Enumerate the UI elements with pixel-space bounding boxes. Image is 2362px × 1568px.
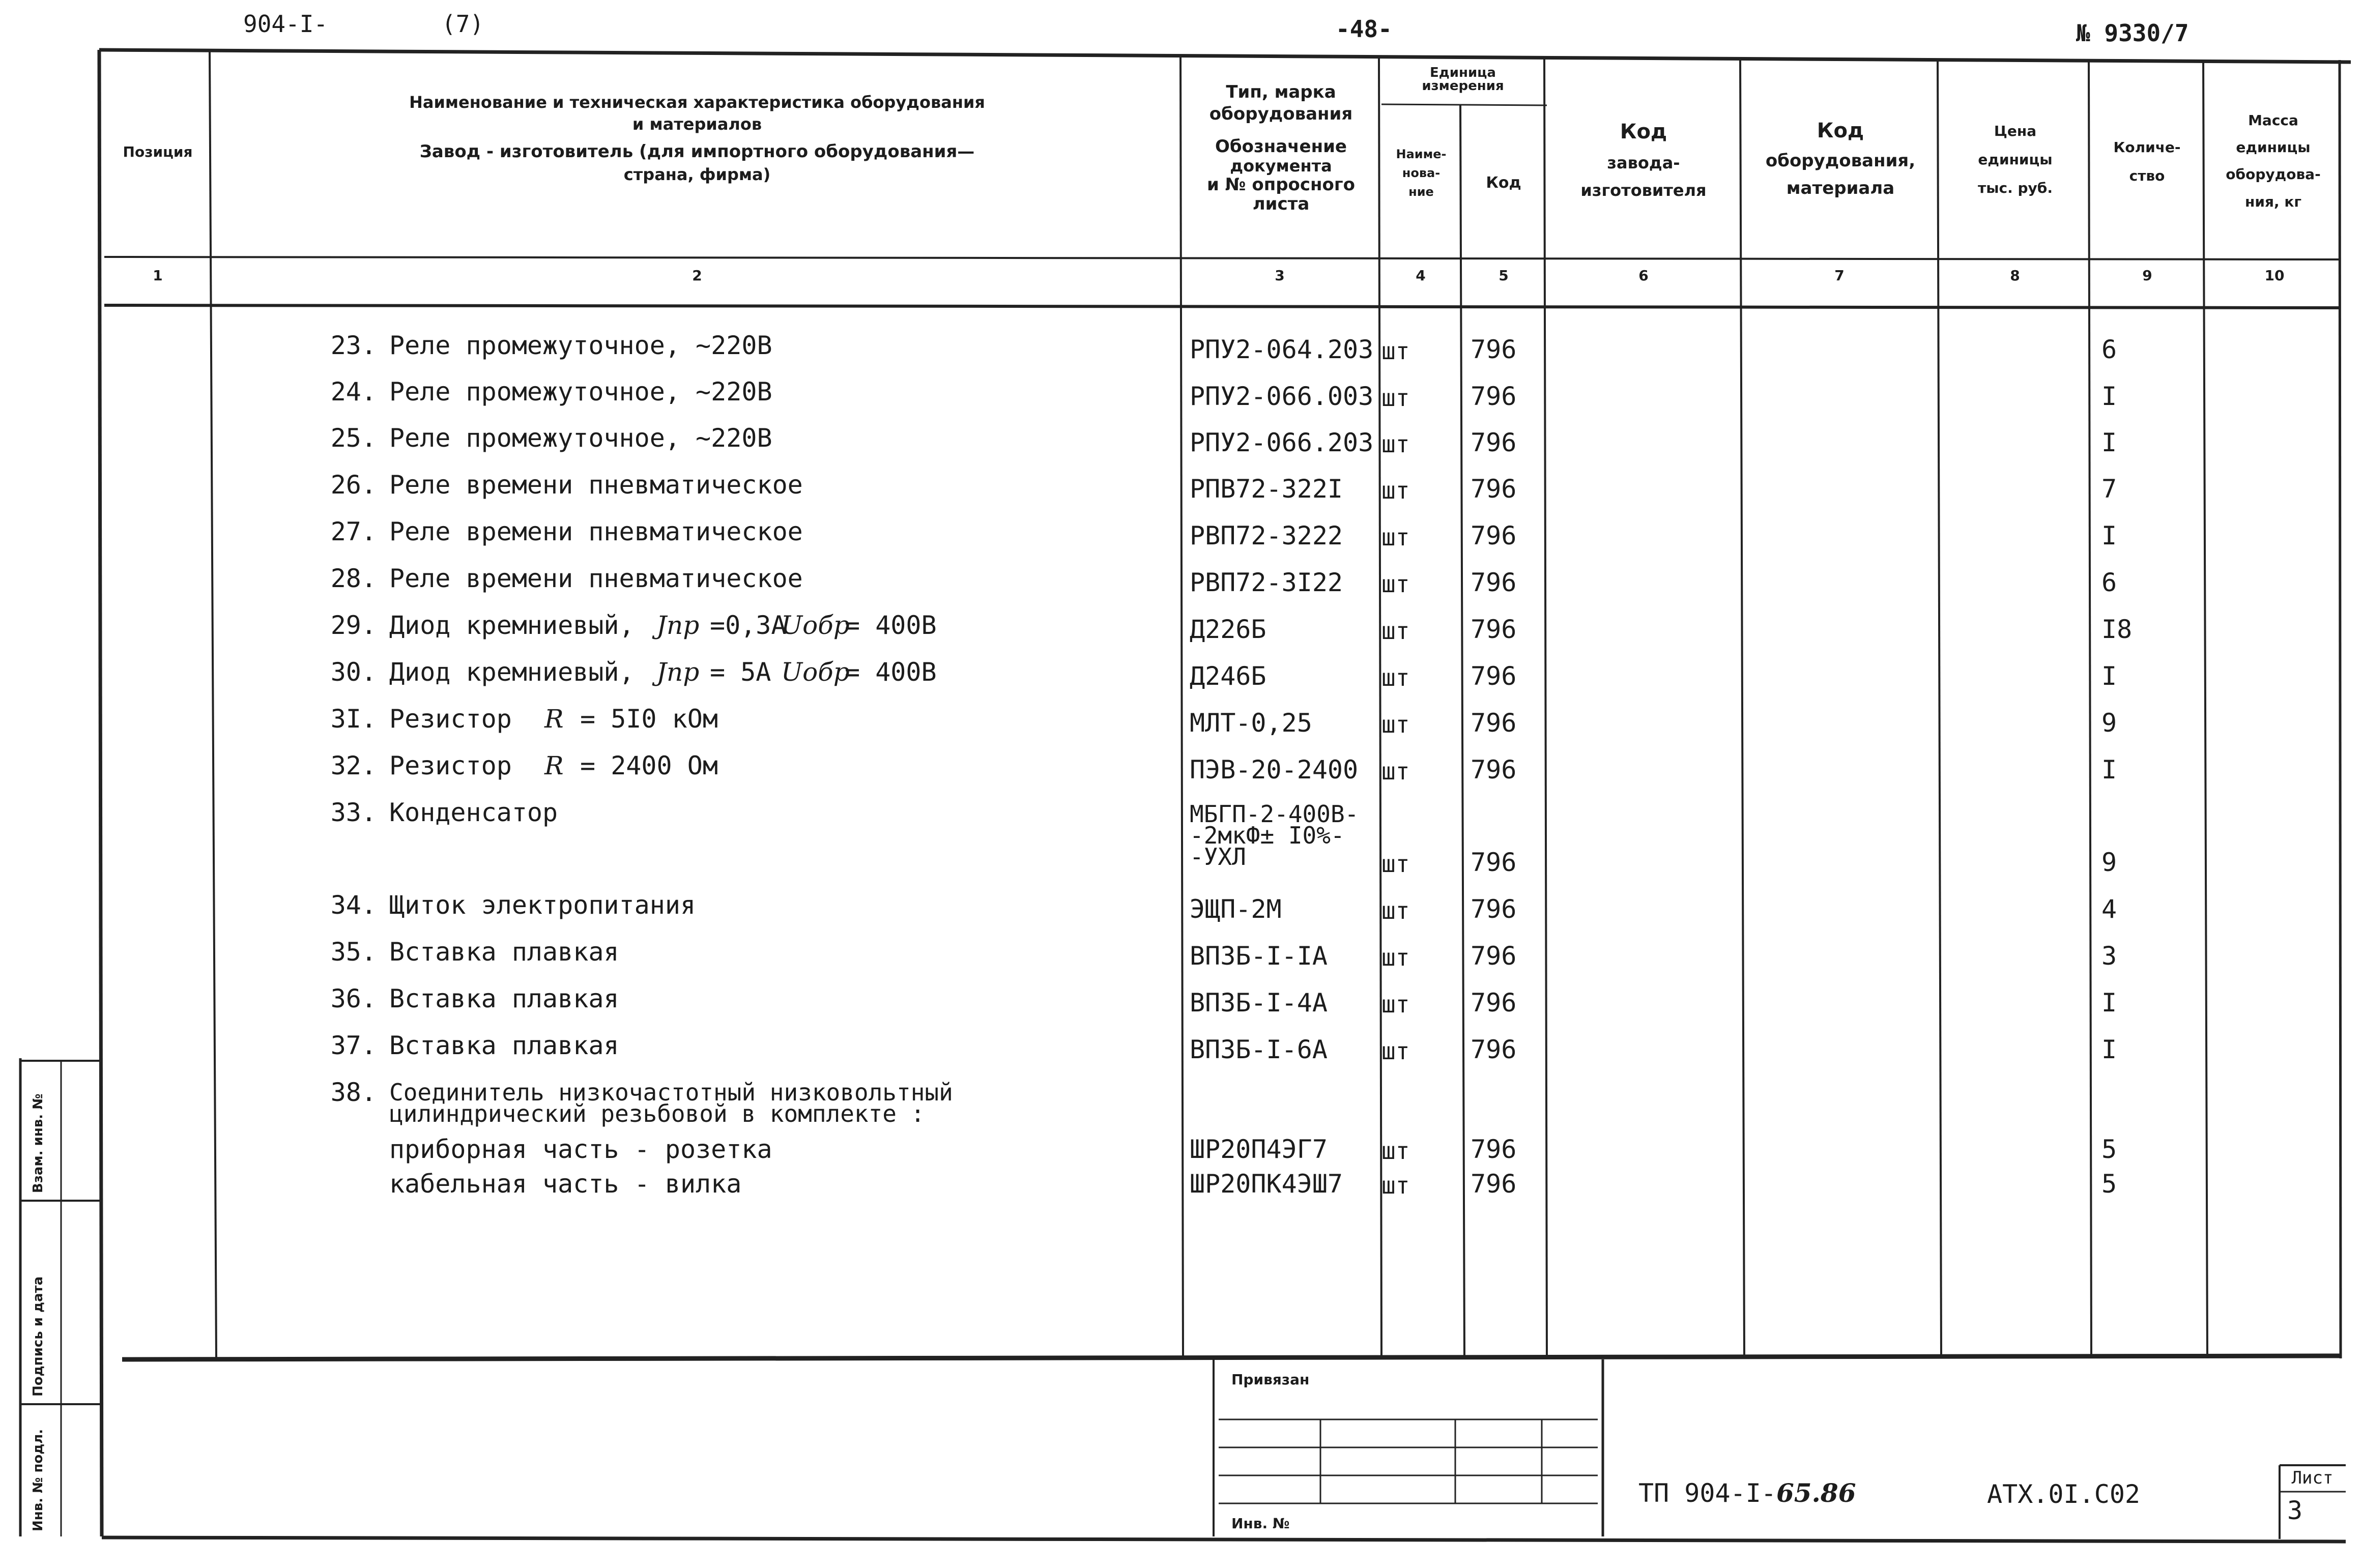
row-position: 38. bbox=[330, 1078, 377, 1107]
header-mass: Масса единицы оборудова- ния, кг bbox=[2226, 112, 2321, 210]
replacement-inventory-label: Взам. инв. № bbox=[31, 1093, 46, 1193]
header-price: Цена единицы тыс. руб. bbox=[1977, 123, 2053, 196]
series-number: 904-I- bbox=[243, 10, 328, 38]
row-position: 27. bbox=[330, 517, 377, 546]
row-code: 796 bbox=[1471, 474, 1517, 504]
row-type: ШР20ПК4ЭШ7 bbox=[1190, 1169, 1343, 1199]
row-name: Вставка плавкая bbox=[389, 1031, 619, 1060]
row-name: Реле промежуточное, ~220В bbox=[389, 377, 772, 406]
row-name: Реле времени пневматическое bbox=[389, 564, 803, 593]
row-unit: шт bbox=[1381, 570, 1410, 598]
row-subitem: приборная часть - розетка bbox=[389, 1135, 772, 1164]
row-code: 796 bbox=[1471, 941, 1517, 971]
row-position: 34. bbox=[330, 890, 377, 920]
row-code: 796 bbox=[1471, 521, 1517, 550]
row-position: 32. bbox=[330, 751, 377, 780]
row-unit: шт bbox=[1381, 758, 1410, 785]
document-code: ТП 904-I-65.86 bbox=[1638, 1478, 1856, 1508]
row-type: ВП3Б-I-4А bbox=[1190, 988, 1328, 1018]
row-unit: шт bbox=[1381, 617, 1410, 645]
current-value: =0,3А bbox=[710, 611, 787, 640]
linked-label: Привязан bbox=[1231, 1371, 1310, 1388]
row-quantity: 9 bbox=[2101, 708, 2117, 738]
row-position: 24. bbox=[330, 377, 377, 406]
row-quantity: 5 bbox=[2101, 1135, 2117, 1164]
sheet-number: 3 bbox=[2287, 1496, 2303, 1525]
row-code: 796 bbox=[1471, 1169, 1517, 1199]
header-unit: Единица измерения bbox=[1422, 65, 1504, 94]
row-quantity: I bbox=[2101, 382, 2117, 411]
row-type: РВП72-3222 bbox=[1190, 521, 1343, 550]
row-type-line: -УХЛ bbox=[1190, 843, 1246, 870]
header-name: Наименование и техническая характеристика оборудования и материалов Завод - изготовитель (для импортного оборудования— страна, фирма) bbox=[409, 93, 985, 185]
row-code: 796 bbox=[1471, 988, 1517, 1018]
row-position: 3I. bbox=[330, 704, 377, 734]
sheet-label: Лист bbox=[2291, 1468, 2334, 1488]
row-quantity: 5 bbox=[2101, 1169, 2117, 1199]
row-position: 25. bbox=[330, 423, 377, 453]
header-type: Тип, марка оборудования Обозначение документа и № опросного листа bbox=[1206, 82, 1356, 214]
row-position: 30. bbox=[330, 657, 377, 687]
row-code: 796 bbox=[1471, 335, 1517, 364]
row-code: 796 bbox=[1471, 661, 1517, 691]
original-inventory-label: Инв. № подл. bbox=[31, 1429, 46, 1531]
row-name: Конденсатор bbox=[389, 798, 558, 827]
row-quantity: 7 bbox=[2101, 474, 2117, 504]
row-quantity: I bbox=[2101, 521, 2117, 550]
row-unit: шт bbox=[1381, 711, 1410, 738]
row-position: 28. bbox=[330, 564, 377, 593]
row-unit: шт bbox=[1381, 1037, 1410, 1065]
voltage-symbol: Uобр bbox=[781, 657, 850, 687]
column-number: 4 bbox=[1416, 267, 1426, 284]
row-name-line: Соединитель низкочастотный низковольтный bbox=[389, 1079, 953, 1106]
header-maker-code: Код завода- изготовителя bbox=[1580, 120, 1707, 200]
row-quantity: 4 bbox=[2101, 894, 2117, 924]
row-unit: шт bbox=[1381, 524, 1410, 551]
row-unit: шт bbox=[1381, 430, 1410, 458]
row-name: Реле промежуточное, ~220В bbox=[389, 423, 772, 453]
row-name-line: цилиндрический резьбовой в комплекте : bbox=[389, 1100, 925, 1127]
row-type: ВП3Б-I-6А bbox=[1190, 1035, 1328, 1064]
row-type: ШР20П4ЭГ7 bbox=[1190, 1135, 1328, 1164]
row-type: ВП3Б-I-IА bbox=[1190, 941, 1328, 971]
row-unit: шт bbox=[1381, 477, 1410, 504]
row-unit: шт bbox=[1381, 1137, 1410, 1165]
row-code: 796 bbox=[1471, 894, 1517, 924]
row-type: ЭЩП-2М bbox=[1190, 894, 1282, 924]
row-unit: шт bbox=[1381, 664, 1410, 691]
row-type: Д246Б bbox=[1190, 661, 1266, 691]
resistance-symbol: R bbox=[544, 751, 564, 780]
row-quantity: I8 bbox=[2101, 615, 2133, 644]
row-name: Реле времени пневматическое bbox=[389, 517, 803, 546]
row-quantity: 6 bbox=[2101, 568, 2117, 597]
row-position: 29. bbox=[330, 611, 377, 640]
part-number: (7) bbox=[442, 10, 484, 38]
row-type: ПЭВ-20-2400 bbox=[1190, 755, 1359, 785]
row-type: МЛТ-0,25 bbox=[1190, 708, 1312, 738]
row-name: Реле промежуточное, ~220В bbox=[389, 331, 772, 360]
row-quantity: 6 bbox=[2101, 335, 2117, 364]
row-quantity: I bbox=[2101, 1035, 2117, 1064]
row-name: Вставка плавкая bbox=[389, 937, 619, 967]
row-type: РПВ72-322I bbox=[1190, 474, 1343, 504]
row-unit: шт bbox=[1381, 944, 1410, 971]
row-position: 33. bbox=[330, 798, 377, 827]
header-unit-code: Код bbox=[1486, 174, 1521, 192]
resistance-value: = 2400 Ом bbox=[580, 751, 718, 780]
row-quantity: I bbox=[2101, 428, 2117, 457]
header-equipment-code: Код оборудования, материала bbox=[1765, 119, 1916, 199]
row-code: 796 bbox=[1471, 848, 1517, 877]
row-unit: шт bbox=[1381, 337, 1410, 365]
row-name: Щиток электропитания bbox=[389, 890, 696, 920]
row-quantity: I bbox=[2101, 661, 2117, 691]
row-subitem: кабельная часть - вилка bbox=[389, 1169, 742, 1199]
column-number: 1 bbox=[153, 267, 163, 284]
row-position: 36. bbox=[330, 984, 377, 1013]
row-position: 37. bbox=[330, 1031, 377, 1060]
voltage-value: = 400В bbox=[845, 657, 937, 687]
column-number: 10 bbox=[2264, 267, 2285, 284]
row-type-line: -2мкФ± I0%- bbox=[1190, 822, 1345, 849]
row-code: 796 bbox=[1471, 428, 1517, 457]
column-number: 8 bbox=[2010, 267, 2020, 284]
row-name: Вставка плавкая bbox=[389, 984, 619, 1013]
header-unit-name: Наиме- нова- ние bbox=[1396, 147, 1447, 199]
resistance-symbol: R bbox=[544, 704, 564, 734]
row-quantity: 3 bbox=[2101, 941, 2117, 971]
row-name: Резистор bbox=[389, 704, 512, 734]
row-type: РПУ2-064.203 bbox=[1190, 335, 1374, 364]
row-type: РВП72-3I22 bbox=[1190, 568, 1343, 597]
voltage-symbol: Uобр bbox=[781, 611, 850, 640]
resistance-value: = 5I0 кОм bbox=[580, 704, 718, 734]
header-quantity: Количе- ство bbox=[2113, 139, 2181, 184]
page-number: -48- bbox=[1336, 15, 1392, 43]
signature-date-label: Подпись и дата bbox=[31, 1276, 46, 1397]
column-number: 3 bbox=[1275, 267, 1285, 284]
row-code: 796 bbox=[1471, 1035, 1517, 1064]
current-value: = 5А bbox=[710, 657, 771, 687]
row-unit: шт bbox=[1381, 1172, 1410, 1199]
row-quantity: I bbox=[2101, 755, 2117, 785]
row-name: Резистор bbox=[389, 751, 512, 780]
row-unit: шт bbox=[1381, 384, 1410, 412]
row-code: 796 bbox=[1471, 708, 1517, 738]
column-number: 7 bbox=[1834, 267, 1845, 284]
row-position: 23. bbox=[330, 331, 377, 360]
row-position: 35. bbox=[330, 937, 377, 967]
row-name: Реле времени пневматическое bbox=[389, 470, 803, 500]
row-code: 796 bbox=[1471, 615, 1517, 644]
inventory-label: Инв. № bbox=[1231, 1515, 1290, 1532]
row-code: 796 bbox=[1471, 568, 1517, 597]
column-number: 9 bbox=[2142, 267, 2152, 284]
row-name: Диод кремниевый, bbox=[389, 611, 635, 640]
current-symbol: Jпр bbox=[656, 657, 700, 687]
row-quantity: I bbox=[2101, 988, 2117, 1018]
row-position: 26. bbox=[330, 470, 377, 500]
column-number: 6 bbox=[1638, 267, 1649, 284]
row-code: 796 bbox=[1471, 382, 1517, 411]
current-symbol: Jпр bbox=[656, 611, 700, 640]
column-number: 5 bbox=[1499, 267, 1509, 284]
row-unit: шт bbox=[1381, 991, 1410, 1018]
row-unit: шт bbox=[1381, 850, 1410, 878]
row-unit: шт bbox=[1381, 897, 1410, 924]
row-quantity: 9 bbox=[2101, 848, 2117, 877]
row-name: Диод кремниевый, bbox=[389, 657, 635, 687]
row-type: РПУ2-066.203 bbox=[1190, 428, 1374, 457]
sheet-code: АТХ.0I.С02 bbox=[1987, 1479, 2141, 1509]
column-number: 2 bbox=[692, 267, 702, 284]
row-code: 796 bbox=[1471, 1135, 1517, 1164]
row-type-line: МБГП-2-400В- bbox=[1190, 800, 1359, 828]
row-type: Д226Б bbox=[1190, 615, 1266, 644]
document-number: № 9330/7 bbox=[2076, 19, 2189, 47]
row-type: РПУ2-066.003 bbox=[1190, 382, 1374, 411]
voltage-value: = 400В bbox=[845, 611, 937, 640]
header-position: Позиция bbox=[123, 143, 193, 160]
row-code: 796 bbox=[1471, 755, 1517, 785]
